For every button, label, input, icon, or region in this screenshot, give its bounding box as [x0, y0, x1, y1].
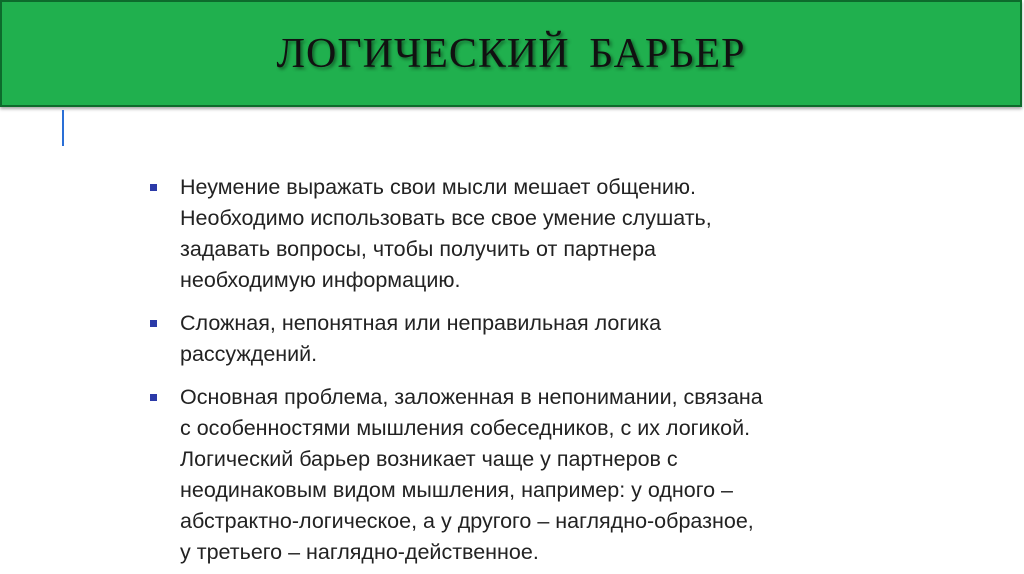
bullet-text-line: неодинаковым видом мышления, например: у одного – [180, 478, 734, 502]
bullet-square-icon [150, 394, 157, 401]
bullet-text-line: у третьего – наглядно-действенное. [180, 540, 539, 564]
bullet-text-line: рассуждений. [180, 342, 318, 366]
bullet-text-line: задавать вопросы, чтобы получить от партнера [180, 237, 656, 261]
bullet-text-line: Логический барьер возникает чаще у партнеров с [180, 447, 678, 471]
bullet-text-line: Основная проблема, заложенная в непонимании, связана [180, 385, 763, 409]
slide-title: ЛОГИЧЕСКИЙ БАРЬЕР [276, 30, 746, 77]
bullet-square-icon [150, 184, 157, 191]
bullet-text-line: Неумение выражать свои мысли мешает общению. [180, 175, 697, 199]
bullet-item [150, 308, 880, 370]
bullet-text-line: Сложная, непонятная или неправильная логика [180, 311, 662, 335]
bullet-square-icon [150, 320, 157, 327]
title-banner [0, 0, 1022, 107]
accent-line [62, 110, 64, 146]
bullet-item [150, 172, 880, 296]
bullet-text-line: абстрактно-логическое, а у другого – наглядно-образное, [180, 509, 754, 533]
bullet-text-line: Необходимо использовать все свое умение слушать, [180, 206, 712, 230]
bullet-list [150, 172, 880, 574]
bullet-item [150, 382, 880, 568]
bullet-text-line: с особенностями мышления собеседников, с их логикой. [180, 416, 751, 440]
bullet-text-line: необходимую информацию. [180, 268, 461, 292]
